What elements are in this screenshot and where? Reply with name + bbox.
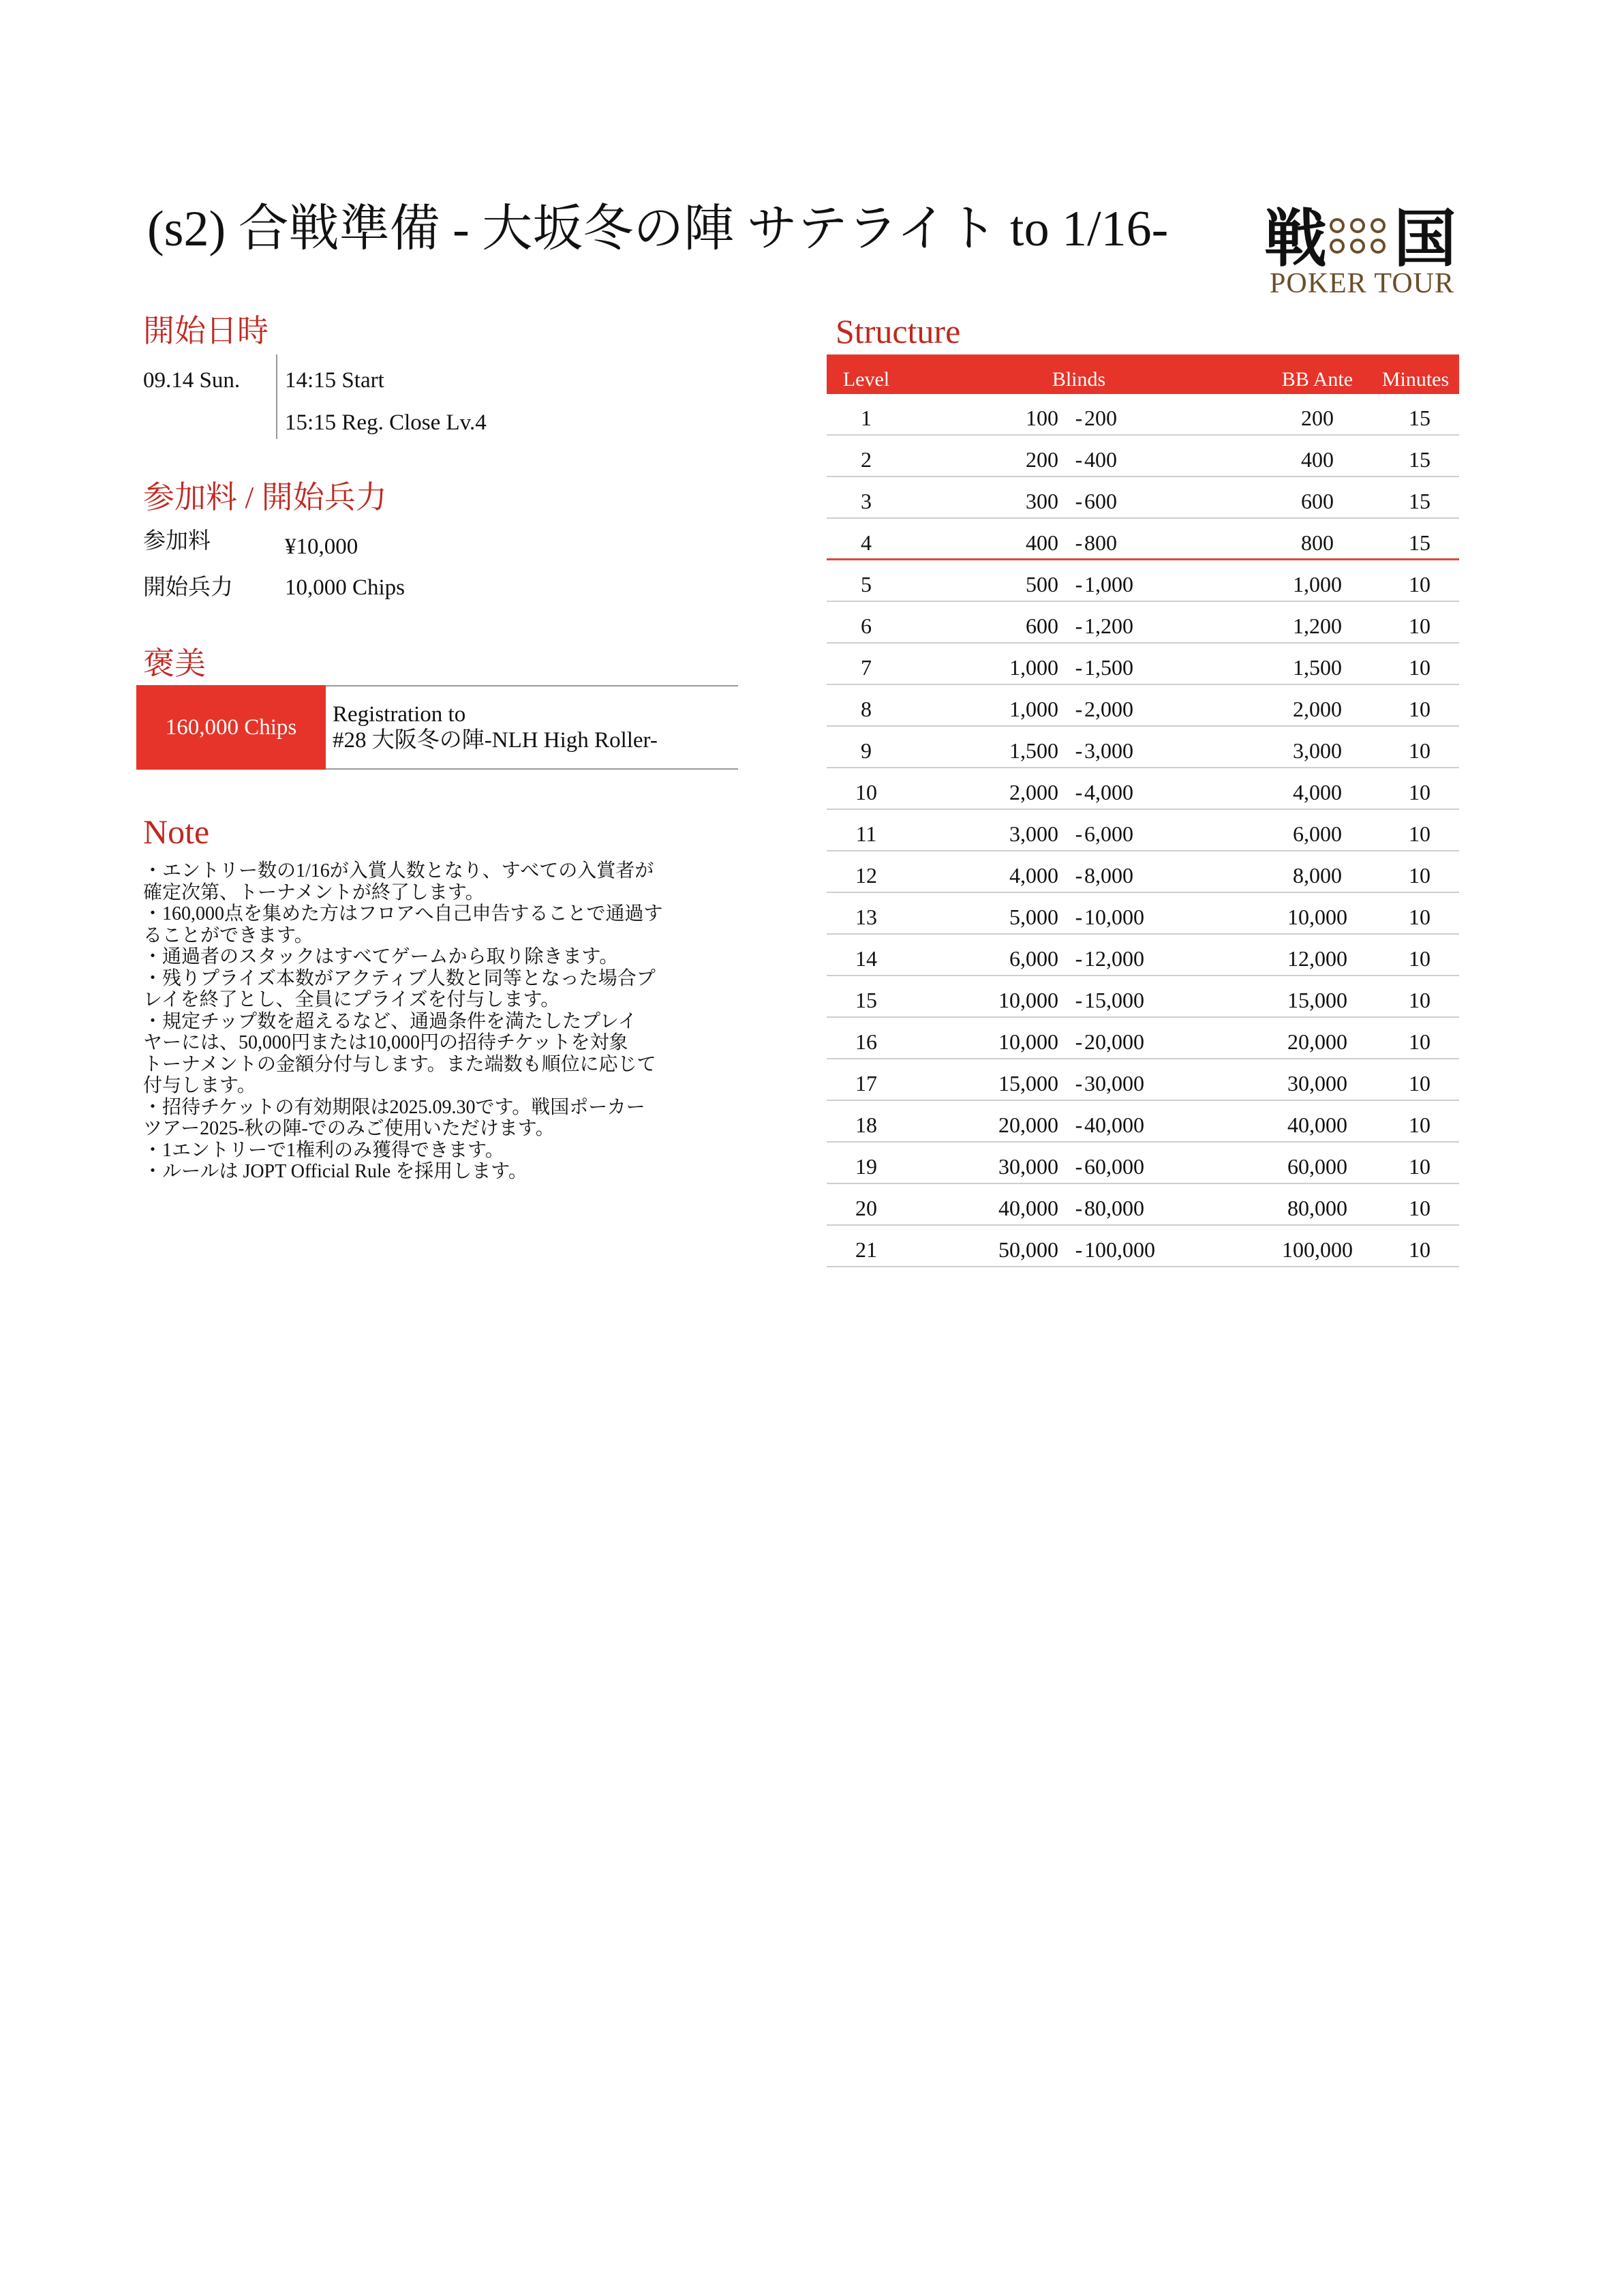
table-row (827, 436, 1459, 477)
note-line: ツアー2025-秋の陣-でのみご使用いただけます。 (143, 1118, 555, 1139)
blinds-separator: - (1075, 1154, 1083, 1179)
level-cell: 9 (861, 738, 872, 763)
bb-ante-cell: 15,000 (1287, 988, 1347, 1012)
table-row (827, 976, 1459, 1018)
level-cell: 7 (861, 655, 872, 680)
note-line: ・1エントリーで1権利のみ獲得できます。 (143, 1139, 504, 1161)
note-list (143, 860, 743, 1183)
logo-kanji-right: 国 (1394, 202, 1457, 275)
level-cell: 16 (855, 1029, 877, 1054)
blinds-separator: - (1075, 863, 1083, 888)
level-cell: 13 (855, 905, 877, 929)
minutes-cell: 10 (1409, 988, 1430, 1012)
small-blind-cell: 10,000 (998, 988, 1058, 1012)
bb-ante-cell: 200 (1301, 406, 1334, 430)
small-blind-cell: 2,000 (1009, 780, 1058, 804)
page-title: (s2) 合戦準備 - 大坂冬の陣 サテライト to 1/16- (147, 201, 1169, 257)
level-cell: 8 (861, 697, 872, 721)
small-blind-cell: 30,000 (998, 1154, 1058, 1179)
small-blind-cell: 1,500 (1009, 738, 1058, 763)
small-blind-cell: 15,000 (998, 1071, 1058, 1096)
small-blind-cell: 500 (1026, 572, 1058, 596)
schedule-date: 09.14 Sun. (143, 368, 241, 393)
table-row (827, 685, 1459, 727)
col-blinds: Blinds (1052, 368, 1106, 391)
fee-heading: 参加料 / 開始兵力 (143, 480, 387, 515)
level-cell: 11 (855, 821, 877, 846)
small-blind-cell: 20,000 (998, 1113, 1058, 1137)
big-blind-cell: 1,200 (1084, 614, 1133, 638)
table-row (827, 935, 1459, 976)
big-blind-cell: 200 (1084, 406, 1117, 430)
big-blind-cell: 3,000 (1084, 738, 1133, 763)
small-blind-cell: 3,000 (1009, 821, 1058, 846)
minutes-cell: 10 (1409, 863, 1430, 888)
blinds-separator: - (1075, 780, 1083, 804)
note-line: ・エントリー数の1/16が入賞人数となり、すべての入賞者が (143, 860, 654, 881)
small-blind-cell: 40,000 (998, 1196, 1058, 1220)
big-blind-cell: 600 (1084, 489, 1117, 513)
col-minutes: Minutes (1381, 368, 1450, 391)
blinds-separator: - (1075, 946, 1083, 971)
blinds-separator: - (1075, 655, 1083, 680)
level-cell: 18 (855, 1113, 877, 1137)
level-cell: 2 (861, 447, 872, 472)
bb-ante-cell: 1,000 (1293, 572, 1342, 596)
note-line: ・通過者のスタックはすべてゲームから取り除きます。 (143, 946, 619, 967)
small-blind-cell: 1,000 (1009, 655, 1058, 680)
bb-ante-cell: 40,000 (1287, 1113, 1347, 1137)
table-row (827, 1226, 1459, 1267)
schedule-divider (276, 354, 277, 439)
note-line: 付与します。 (143, 1075, 256, 1096)
bb-ante-cell: 2,000 (1293, 697, 1342, 721)
table-row (827, 394, 1459, 436)
level-cell: 14 (855, 946, 877, 971)
level-cell: 5 (861, 572, 872, 596)
note-line: レイを終了とし、全員にプライズを付与します。 (143, 989, 560, 1010)
note-line: ・残りプライズ本数がアクティブ人数と同等となった場合プ (143, 967, 656, 989)
minutes-cell: 10 (1409, 946, 1430, 971)
blinds-separator: - (1075, 447, 1083, 472)
blinds-separator: - (1075, 905, 1083, 929)
blinds-separator: - (1075, 572, 1083, 596)
minutes-cell: 10 (1409, 905, 1430, 929)
bb-ante-cell: 6,000 (1293, 821, 1342, 846)
reward-line-1: Registration to (333, 702, 466, 727)
blinds-separator: - (1075, 1071, 1083, 1096)
small-blind-cell: 1,000 (1009, 697, 1058, 721)
note-line: ・160,000点を集めた方はフロアへ自己申告することで通過す (143, 903, 663, 924)
minutes-cell: 15 (1409, 406, 1430, 430)
bb-ante-cell: 80,000 (1287, 1196, 1347, 1220)
table-row (827, 1143, 1459, 1184)
bb-ante-cell: 10,000 (1287, 905, 1347, 929)
level-cell: 10 (855, 780, 877, 804)
bb-ante-cell: 400 (1301, 447, 1334, 472)
small-blind-cell: 5,000 (1009, 905, 1058, 929)
table-row (827, 602, 1459, 644)
table-row (827, 560, 1459, 602)
minutes-cell: 10 (1409, 697, 1430, 721)
table-row (827, 851, 1459, 893)
minutes-cell: 10 (1409, 821, 1430, 846)
big-blind-cell: 15,000 (1084, 988, 1144, 1012)
minutes-cell: 10 (1409, 1071, 1430, 1096)
minutes-cell: 10 (1409, 655, 1430, 680)
big-blind-cell: 1,500 (1084, 655, 1133, 680)
level-cell: 20 (855, 1196, 877, 1220)
reward-heading: 褒美 (143, 646, 206, 681)
bb-ante-cell: 600 (1301, 489, 1334, 513)
minutes-cell: 10 (1409, 1113, 1430, 1137)
note-heading: Note (143, 813, 210, 851)
big-blind-cell: 100,000 (1084, 1237, 1155, 1262)
schedule-heading: 開始日時 (143, 314, 269, 348)
minutes-cell: 10 (1409, 780, 1430, 804)
table-row (827, 1018, 1459, 1059)
note-line: トーナメントの金額分付与します。また端数も順位に応じて (143, 1053, 656, 1075)
level-cell: 12 (855, 863, 877, 888)
blinds-separator: - (1075, 530, 1083, 555)
minutes-cell: 10 (1409, 738, 1430, 763)
table-row (827, 727, 1459, 768)
minutes-cell: 15 (1409, 530, 1430, 555)
minutes-cell: 10 (1409, 1154, 1430, 1179)
bb-ante-cell: 100,000 (1282, 1237, 1353, 1262)
minutes-cell: 10 (1409, 572, 1430, 596)
table-row (827, 768, 1459, 810)
small-blind-cell: 100 (1026, 406, 1058, 430)
structure-heading: Structure (836, 312, 961, 350)
bb-ante-cell: 4,000 (1293, 780, 1342, 804)
big-blind-cell: 8,000 (1084, 863, 1133, 888)
big-blind-cell: 80,000 (1084, 1196, 1144, 1220)
big-blind-cell: 20,000 (1084, 1029, 1144, 1054)
small-blind-cell: 6,000 (1009, 946, 1058, 971)
note-line: ヤーには、50,000円または10,000円の招待チケットを対象 (143, 1032, 628, 1053)
bb-ante-cell: 60,000 (1287, 1154, 1347, 1179)
big-blind-cell: 30,000 (1084, 1071, 1144, 1096)
logo-kanji-left: 戦 (1264, 202, 1328, 275)
bb-ante-cell: 3,000 (1293, 738, 1342, 763)
table-row (827, 810, 1459, 851)
big-blind-cell: 10,000 (1084, 905, 1144, 929)
small-blind-cell: 4,000 (1009, 863, 1058, 888)
level-cell: 1 (861, 406, 872, 430)
blinds-separator: - (1075, 406, 1083, 430)
bb-ante-cell: 800 (1301, 530, 1334, 555)
level-cell: 6 (861, 614, 872, 638)
reward-description (333, 701, 658, 753)
bb-ante-cell: 20,000 (1287, 1029, 1347, 1054)
reward-box (136, 685, 738, 770)
stack-label: 開始兵力 (143, 575, 233, 600)
col-bb-ante: BB Ante (1281, 368, 1353, 391)
stack-value: 10,000 Chips (285, 575, 406, 600)
blinds-separator: - (1075, 489, 1083, 513)
fee-label: 参加料 (143, 529, 211, 554)
note-line: ることができます。 (143, 924, 313, 946)
table-row (827, 1059, 1459, 1101)
blinds-separator: - (1075, 821, 1083, 846)
structure-table-header (827, 354, 1459, 394)
note-line: ・招待チケットの有効期限は2025.09.30です。戦国ポーカー (143, 1096, 645, 1118)
minutes-cell: 15 (1409, 447, 1430, 472)
bb-ante-cell: 12,000 (1287, 946, 1347, 971)
small-blind-cell: 600 (1026, 614, 1058, 638)
blinds-separator: - (1075, 1113, 1083, 1137)
blinds-separator: - (1075, 1029, 1083, 1054)
schedule-start: 14:15 Start (285, 368, 384, 393)
level-cell: 21 (855, 1237, 877, 1262)
minutes-cell: 10 (1409, 614, 1430, 638)
small-blind-cell: 300 (1026, 489, 1058, 513)
minutes-cell: 10 (1409, 1196, 1430, 1220)
bb-ante-cell: 1,500 (1293, 655, 1342, 680)
note-line: ・規定チップ数を超えるなど、通過条件を満たしたプレイ (143, 1010, 637, 1032)
reward-chips: 160,000 Chips (136, 685, 326, 770)
col-level: Level (842, 368, 890, 391)
level-cell: 15 (855, 988, 877, 1012)
table-row (827, 1184, 1459, 1226)
big-blind-cell: 800 (1084, 530, 1117, 555)
schedule-reg-close: 15:15 Reg. Close Lv.4 (285, 410, 487, 435)
big-blind-cell: 2,000 (1084, 697, 1133, 721)
minutes-cell: 10 (1409, 1237, 1430, 1262)
logo (1264, 202, 1458, 305)
blinds-separator: - (1075, 1196, 1083, 1220)
blinds-separator: - (1075, 1237, 1083, 1262)
logo-brand-text: POKER TOUR (1270, 268, 1455, 299)
fee-value: ¥10,000 (285, 534, 358, 559)
blinds-separator: - (1075, 614, 1083, 638)
big-blind-cell: 1,000 (1084, 572, 1133, 596)
blinds-separator: - (1075, 738, 1083, 763)
table-row (827, 893, 1459, 935)
small-blind-cell: 400 (1026, 530, 1058, 555)
big-blind-cell: 6,000 (1084, 821, 1133, 846)
big-blind-cell: 60,000 (1084, 1154, 1144, 1179)
table-row (827, 477, 1459, 519)
table-row (827, 644, 1459, 685)
bb-ante-cell: 30,000 (1287, 1071, 1347, 1096)
minutes-cell: 15 (1409, 489, 1430, 513)
level-cell: 19 (855, 1154, 877, 1179)
blinds-separator: - (1075, 697, 1083, 721)
note-line: 確定次第、トーナメントが終了します。 (143, 881, 485, 903)
reward-line-2: #28 大阪冬の陣-NLH High Roller- (333, 728, 658, 753)
note-line: ・ルールは JOPT Official Rule を採用します。 (143, 1161, 527, 1182)
big-blind-cell: 12,000 (1084, 946, 1144, 971)
big-blind-cell: 400 (1084, 447, 1117, 472)
small-blind-cell: 10,000 (998, 1029, 1058, 1054)
bb-ante-cell: 1,200 (1293, 614, 1342, 638)
blinds-separator: - (1075, 988, 1083, 1012)
logo-suits-icon (1330, 218, 1391, 259)
big-blind-cell: 40,000 (1084, 1113, 1144, 1137)
level-cell: 4 (861, 530, 872, 555)
small-blind-cell: 50,000 (998, 1237, 1058, 1262)
bb-ante-cell: 8,000 (1293, 863, 1342, 888)
table-row (827, 519, 1459, 560)
table-row (827, 1101, 1459, 1143)
level-cell: 3 (861, 489, 872, 513)
small-blind-cell: 200 (1026, 447, 1058, 472)
big-blind-cell: 4,000 (1084, 780, 1133, 804)
level-cell: 17 (855, 1071, 877, 1096)
minutes-cell: 10 (1409, 1029, 1430, 1054)
